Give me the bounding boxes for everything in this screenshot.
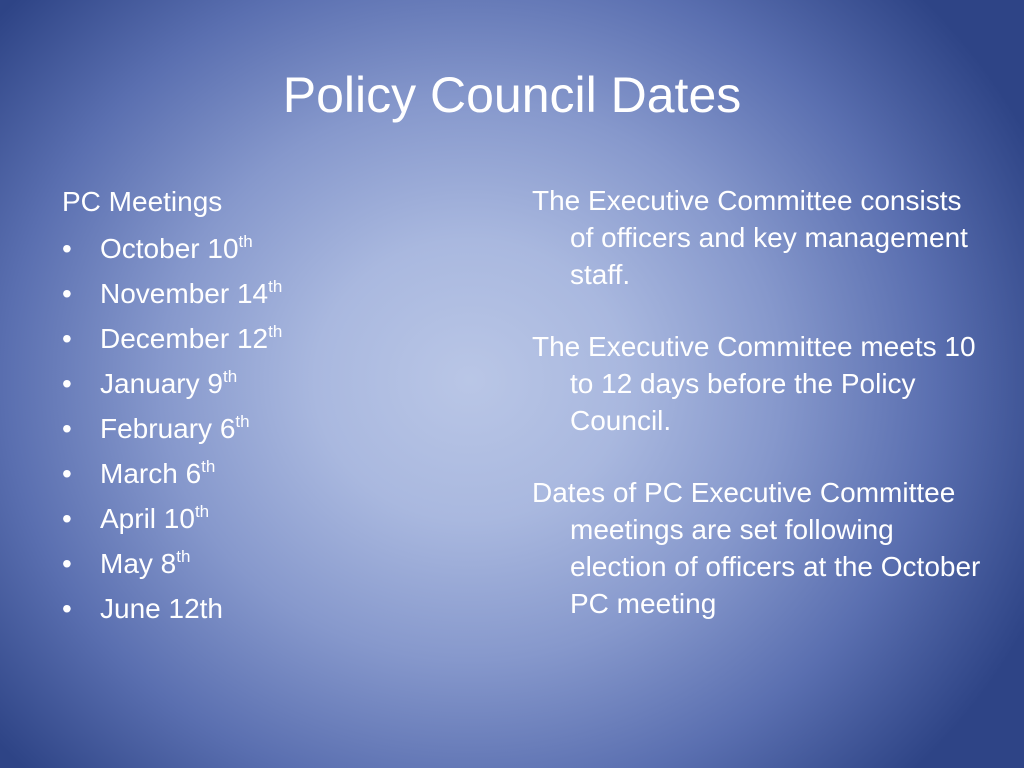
- meeting-date-text: November 14: [100, 278, 269, 309]
- meeting-date-item: [62, 271, 462, 316]
- ordinal-suffix: th: [194, 502, 210, 521]
- ordinal-suffix: th: [238, 232, 253, 251]
- ordinal-suffix: th: [176, 547, 191, 566]
- ordinal-suffix: th: [235, 412, 250, 431]
- bullet-icon: •: [62, 233, 72, 264]
- meeting-date-item: [62, 361, 462, 406]
- ordinal-suffix: th: [268, 277, 283, 296]
- pc-meetings-heading: PC Meetings: [62, 186, 223, 217]
- bullet-icon: •: [62, 593, 72, 624]
- meeting-date-text: October 10: [100, 233, 239, 264]
- meeting-date-text: January 9: [100, 368, 223, 399]
- meeting-date-text: June 12th: [100, 593, 223, 624]
- executive-committee-paragraph: Dates of PC Executive Committee meetings are set following election of officers at the October PC meeting: [532, 477, 981, 619]
- pc-meetings-column: [62, 182, 462, 631]
- executive-committee-column: [532, 182, 982, 657]
- bullet-icon: •: [62, 323, 72, 354]
- meeting-dates-list: [62, 226, 462, 631]
- ordinal-suffix: th: [268, 322, 283, 341]
- meeting-date-item: [62, 406, 462, 451]
- meeting-date-item: [62, 496, 462, 541]
- ordinal-suffix: th: [222, 367, 238, 386]
- meeting-date-item: [62, 316, 462, 361]
- bullet-icon: •: [62, 368, 72, 399]
- meeting-date-text: May 8: [100, 548, 177, 579]
- bullet-icon: •: [62, 278, 72, 309]
- slide-title: Policy Council Dates: [282, 67, 742, 123]
- meeting-date-text: April 10: [100, 503, 195, 534]
- bullet-icon: •: [62, 458, 72, 489]
- executive-committee-paragraph: The Executive Committee consists of officers and key management staff.: [532, 185, 968, 290]
- meeting-date-item: [62, 226, 462, 271]
- meeting-date-item: [62, 586, 462, 631]
- bullet-icon: •: [62, 503, 72, 534]
- executive-committee-paragraph: The Executive Committee meets 10 to 12 days before the Policy Council.: [532, 331, 976, 436]
- bullet-icon: •: [62, 548, 72, 579]
- meeting-date-item: [62, 451, 462, 496]
- bullet-icon: •: [62, 413, 72, 444]
- meeting-date-item: [62, 541, 462, 586]
- ordinal-suffix: th: [201, 457, 216, 476]
- meeting-date-text: March 6: [100, 458, 202, 489]
- meeting-date-text: February 6: [100, 413, 236, 444]
- meeting-date-text: December 12: [100, 323, 269, 354]
